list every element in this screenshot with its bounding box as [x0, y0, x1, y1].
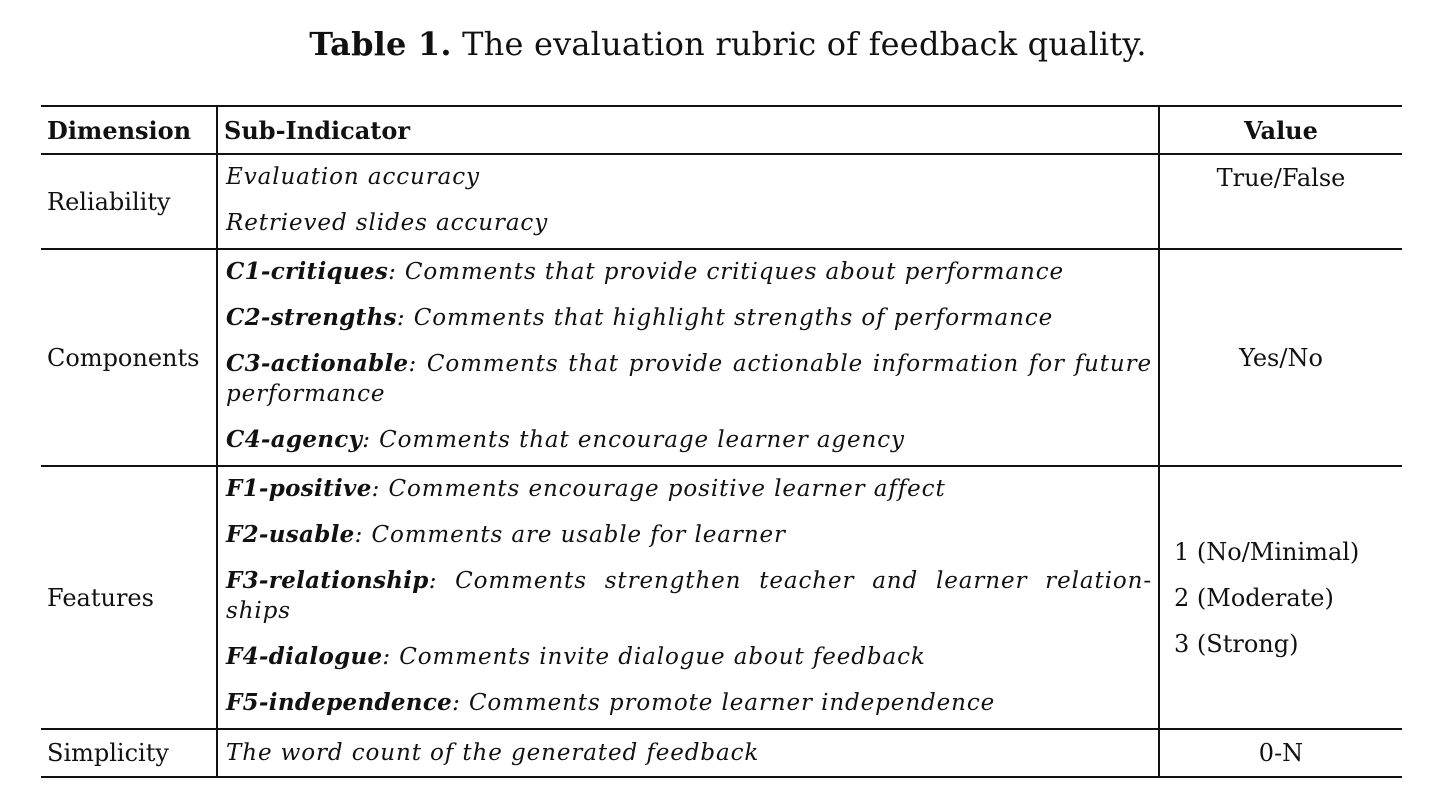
caption-text: The evaluation rubric of feedback quality.: [462, 25, 1147, 63]
sub-indicator-label: C2-strengths: [226, 304, 397, 331]
header-dimension: Dimension: [41, 106, 217, 154]
sub-indicator-item: [226, 303, 1152, 333]
sub-indicator-text: : Comments that highlight strengths of performance: [396, 305, 1054, 331]
sub-indicator-text: Retrieved slides accuracy: [226, 210, 549, 236]
header-value: Value: [1159, 106, 1402, 154]
sub-indicator-text: : Comments strengthen teacher and learner relation-ships: [226, 568, 1152, 624]
value-cell: True/False: [1159, 154, 1402, 249]
table-row-simplicity: [41, 729, 1402, 777]
sub-indicator-text: Evaluation accuracy: [226, 164, 480, 190]
sub-indicator-text: : Comments that provide critiques about performance: [388, 259, 1065, 285]
sub-indicator-item: [226, 208, 1152, 238]
sub-indicator-label: F3-relationship: [226, 567, 429, 594]
caption-label: Table 1.: [309, 25, 452, 63]
dimension-cell: Features: [41, 466, 217, 729]
sub-indicator-label: F1-positive: [226, 475, 372, 502]
sub-indicator-label: F5-independence: [226, 689, 453, 716]
sub-indicator-item: [226, 162, 1152, 192]
sub-indicator-label: C3-actionable: [226, 350, 409, 377]
dimension-cell: Components: [41, 249, 217, 466]
sub-indicator-cell: [217, 466, 1159, 729]
rubric-table: [41, 105, 1402, 778]
sub-indicator-cell: [217, 249, 1159, 466]
sub-indicator-text: : Comments are usable for learner: [354, 522, 786, 548]
sub-indicator-item: [226, 642, 1152, 672]
sub-indicator-label: C1-critiques: [226, 258, 389, 285]
table-caption: [0, 20, 1456, 68]
table-row-reliability: [41, 154, 1402, 249]
sub-indicator-item: [226, 349, 1152, 409]
sub-indicator-cell: [217, 154, 1159, 249]
header-sub-indicator: Sub-Indicator: [217, 106, 1159, 154]
value-option: 3 (Strong): [1174, 629, 1299, 658]
table-header-row: [41, 106, 1402, 154]
sub-indicator-text: : Comments encourage positive learner affect: [371, 476, 946, 502]
sub-indicator-item: [226, 738, 1152, 768]
dimension-cell: Simplicity: [41, 729, 217, 777]
sub-indicator-text: : Comments promote learner independence: [452, 690, 996, 716]
sub-indicator-item: [226, 425, 1152, 455]
table-row-features: [41, 466, 1402, 729]
sub-indicator-label: F2-usable: [226, 521, 355, 548]
sub-indicator-item: [226, 520, 1152, 550]
sub-indicator-cell: [217, 729, 1159, 777]
value-cell: 0-N: [1159, 729, 1402, 777]
sub-indicator-label: F4-dialogue: [226, 643, 383, 670]
sub-indicator-item: [226, 688, 1152, 718]
sub-indicator-item: [226, 257, 1152, 287]
sub-indicator-item: [226, 566, 1152, 626]
sub-indicator-item: [226, 474, 1152, 504]
sub-indicator-text: : Comments that encourage learner agency: [362, 427, 905, 453]
sub-indicator-text: : Comments invite dialogue about feedback: [382, 644, 926, 670]
value-cell: Yes/No: [1159, 249, 1402, 466]
sub-indicator-text: The word count of the generated feedback: [226, 740, 760, 766]
dimension-cell: Reliability: [41, 154, 217, 249]
table-row-components: [41, 249, 1402, 466]
value-option: 2 (Moderate): [1174, 583, 1334, 612]
value-option: 1 (No/Minimal): [1174, 537, 1360, 566]
value-cell: [1159, 466, 1402, 729]
sub-indicator-text: : Comments that provide actionable information for future performance: [226, 351, 1152, 407]
sub-indicator-label: C4-agency: [226, 426, 363, 453]
